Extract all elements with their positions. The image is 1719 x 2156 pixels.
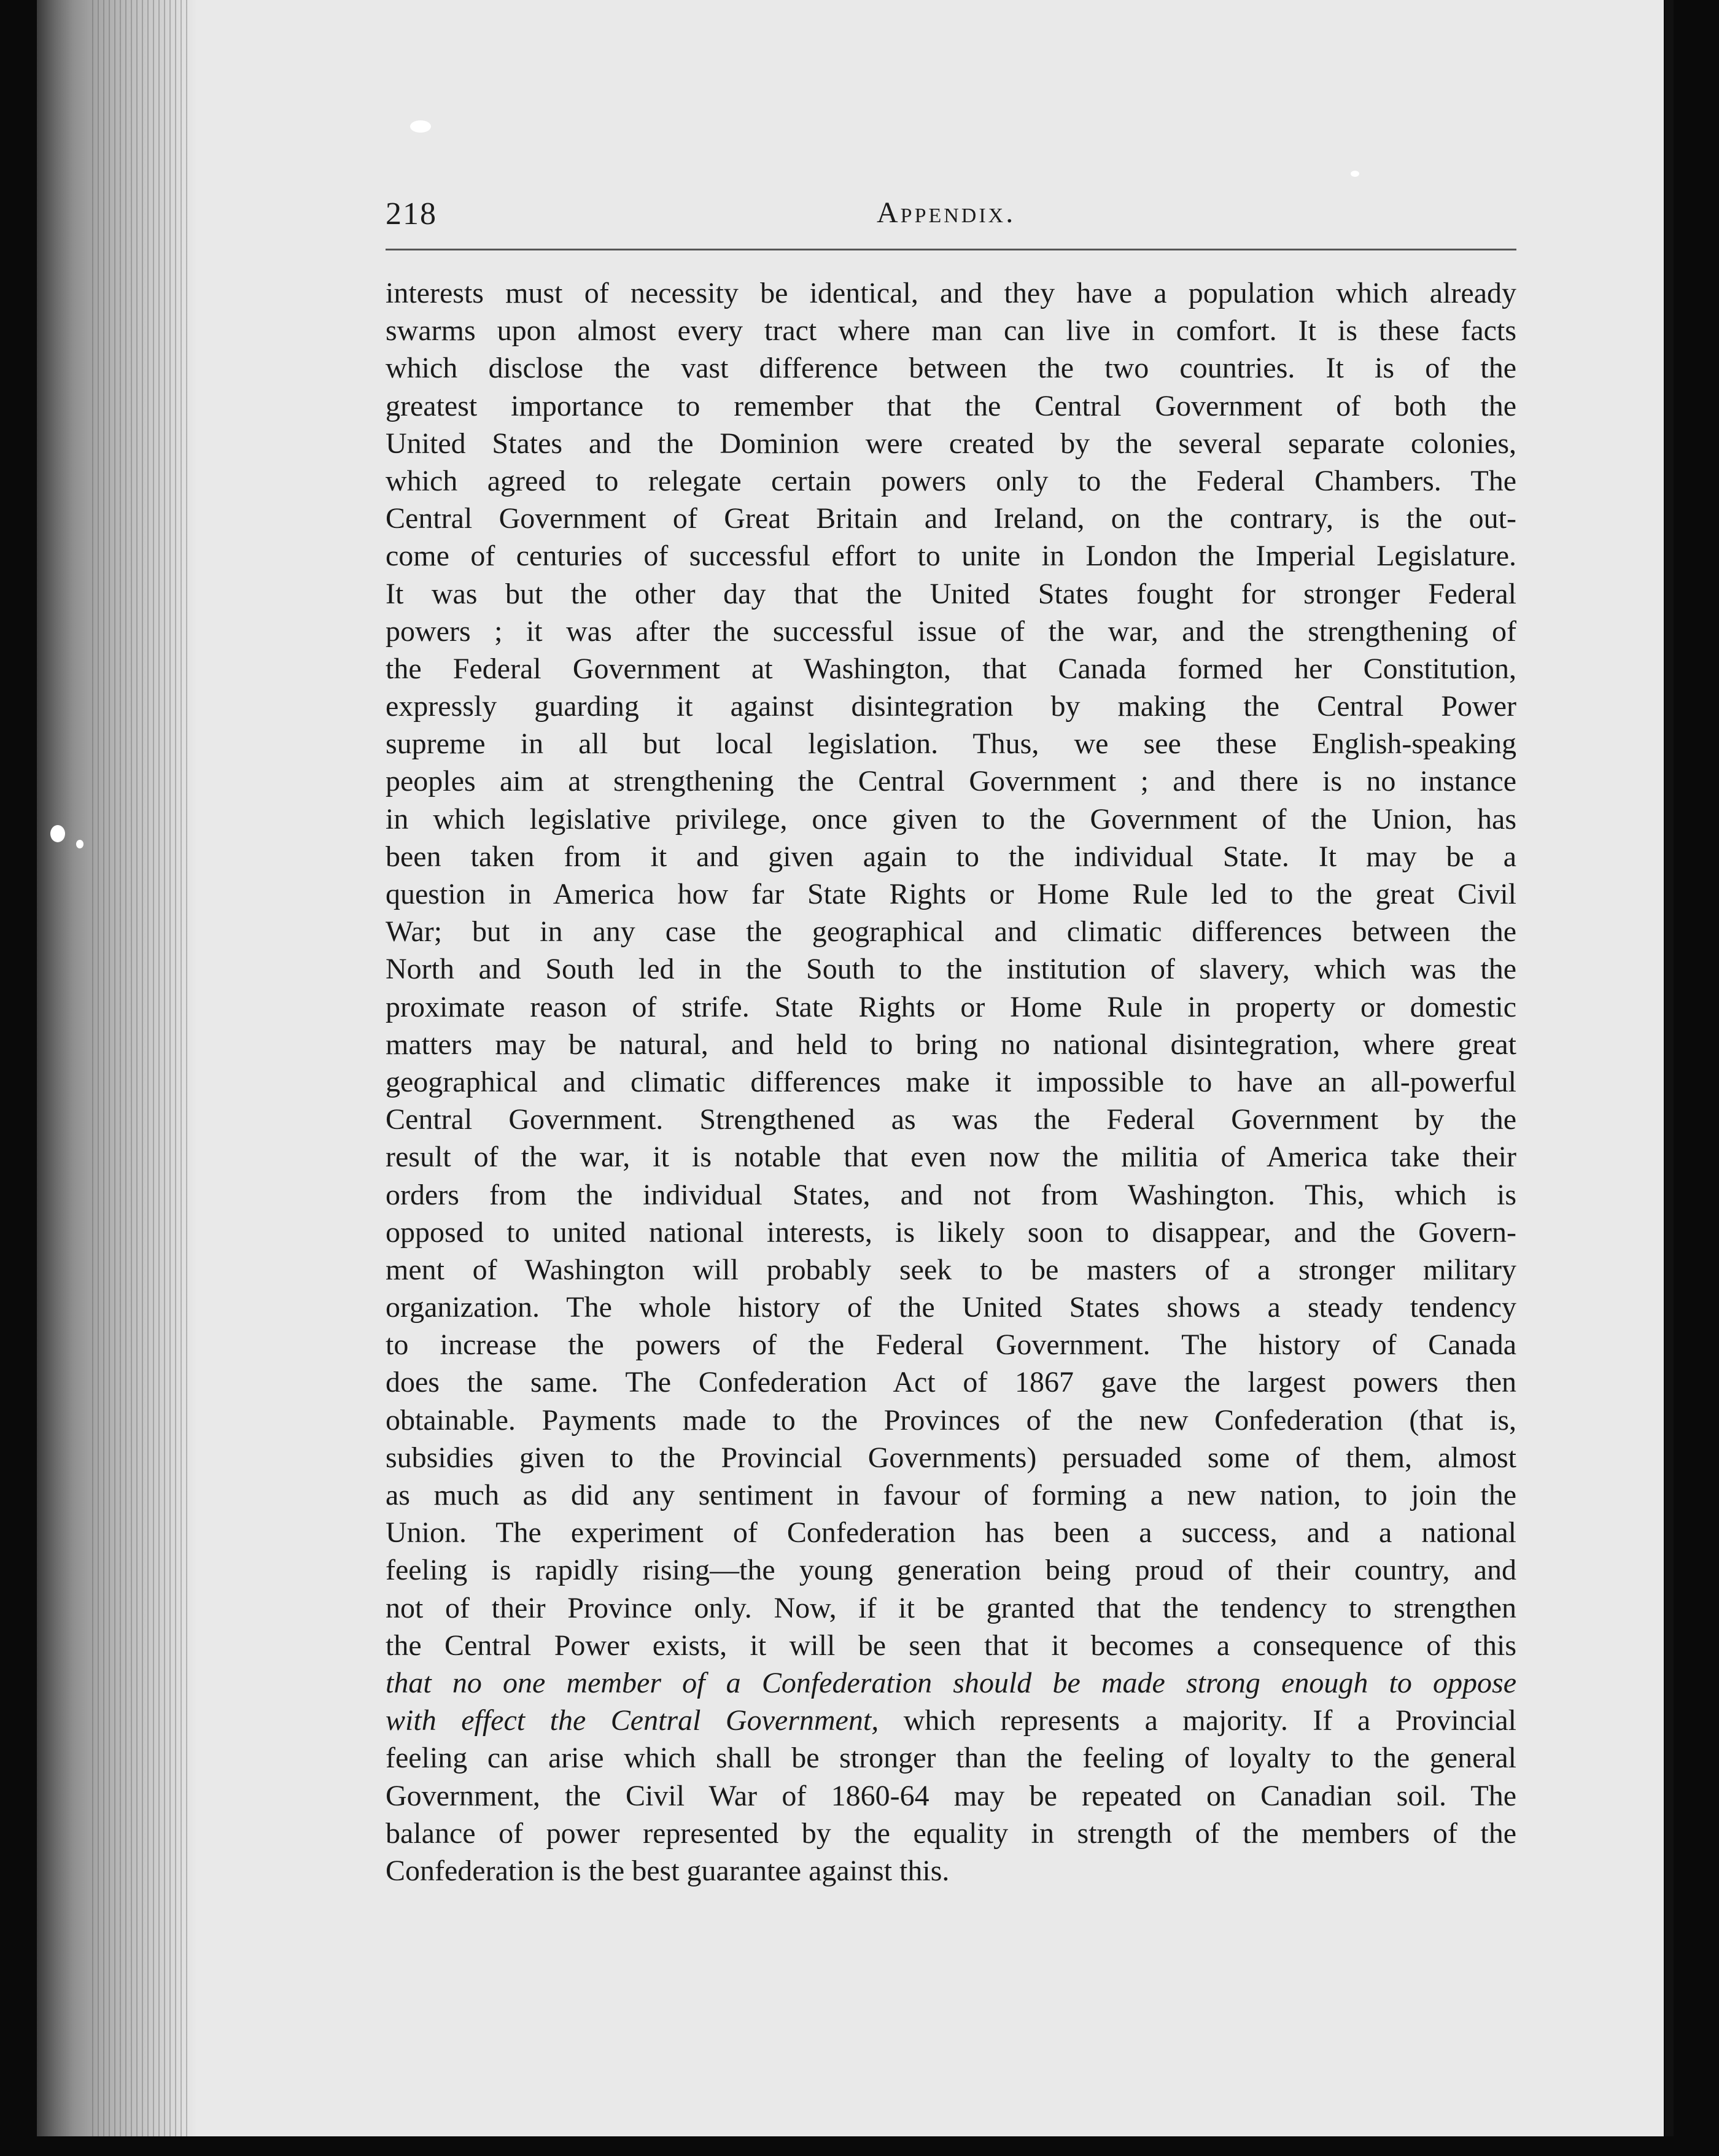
- text-line: interests must of necessity be identical, and they have a population which already: [386, 277, 1516, 309]
- dust-speck: [1351, 171, 1359, 177]
- text-line: Government, the Civil War of 1860-64 may be repeated on Canadian soil. The: [386, 1779, 1516, 1812]
- text-line: in which legislative privilege, once given to the Government of the Union, has: [386, 802, 1516, 836]
- text-line: supreme in all but local legislation. Thus, we see these English-speaking: [386, 727, 1516, 761]
- text-line: opposed to united national interests, is likely soon to disappear, and the Govern-: [386, 1216, 1516, 1249]
- text-line: Central Government. Strengthened as was the Federal Government by the: [386, 1103, 1516, 1136]
- text-line: It was but the other day that the United States fought for stronger Federal: [386, 577, 1516, 610]
- text-line: which disclose the vast difference between the two countries. It is of the: [386, 352, 1516, 385]
- text-line: as much as did any sentiment in favour of forming a new nation, to join the: [386, 1479, 1516, 1511]
- text-line: [386, 1664, 1516, 1702]
- text-line: question in America how far State Rights or Home Rule led to the great Civil: [386, 878, 1516, 910]
- text-line: come of centuries of successful effort to unite in London the Imperial Legislature.: [386, 540, 1516, 573]
- text-line: proximate reason of strife. State Rights or Home Rule in property or domestic: [386, 990, 1516, 1023]
- dust-speck: [410, 120, 431, 133]
- text-line: geographical and climatic differences make it impossible to have an all-powerful: [386, 1065, 1516, 1098]
- page-edge-lines: [92, 0, 190, 2136]
- text-line: War; but in any case the geographical and climatic differences between the: [386, 915, 1516, 948]
- scan-edge-bar: [1665, 0, 1674, 2136]
- page-number: 218: [386, 196, 437, 231]
- text-line: result of the war, it is notable that even now the militia of America take their: [386, 1141, 1516, 1174]
- text-line: which agreed to relegate certain powers only to the Federal Chambers. The: [386, 464, 1516, 497]
- text-line: the Central Power exists, it will be seen that it becomes a consequence of this: [386, 1629, 1516, 1662]
- text-line: matters may be natural, and held to bring no national disintegration, where great: [386, 1028, 1516, 1061]
- text-line: greatest importance to remember that the Central Government of both the: [386, 389, 1516, 422]
- text-line: United States and the Dominion were created by the several separate colonies,: [386, 427, 1516, 460]
- text-line: expressly guarding it against disintegration by making the Central Power: [386, 690, 1516, 723]
- text-line: to increase the powers of the Federal Government. The history of Canada: [386, 1328, 1516, 1362]
- text-line: feeling is rapidly rising—the young generation being proud of their country, and: [386, 1554, 1516, 1587]
- text-line: peoples aim at strengthening the Central Government ; and there is no instance: [386, 765, 1516, 798]
- text-line: does the same. The Confederation Act of 1867 gave the largest powers then: [386, 1366, 1516, 1399]
- running-head: Appendix.: [877, 196, 1016, 229]
- body-text: [386, 274, 1516, 1890]
- text-line: feeling can arise which shall be stronger than the feeling of loyalty to the general: [386, 1742, 1516, 1775]
- text-line: subsidies given to the Provincial Governments) persuaded some of them, almost: [386, 1441, 1516, 1474]
- text-line: the Federal Government at Washington, that Canada formed her Constitution,: [386, 652, 1516, 685]
- page-header: [386, 187, 1516, 246]
- text-line: not of their Province only. Now, if it be granted that the tendency to strengthen: [386, 1591, 1516, 1624]
- text-line: orders from the individual States, and not from Washington. This, which is: [386, 1178, 1516, 1211]
- text-line: balance of power represented by the equality in strength of the members of the: [386, 1817, 1516, 1850]
- header-rule: [386, 249, 1516, 250]
- text-line: ment of Washington will probably seek to be masters of a stronger military: [386, 1253, 1516, 1286]
- text-line: obtainable. Payments made to the Provinces of the new Confederation (that is,: [386, 1403, 1516, 1437]
- text-line: North and South led in the South to the institution of slavery, which was the: [386, 953, 1516, 986]
- text-line: swarms upon almost every tract where man can live in comfort. It is these facts: [386, 314, 1516, 347]
- text-line: powers ; it was after the successful issue of the war, and the strengthening of: [386, 615, 1516, 648]
- text-line: organization. The whole history of the United States shows a steady tendency: [386, 1291, 1516, 1324]
- text-line: Confederation is the best guarantee against this.: [386, 1854, 950, 1887]
- text-line: Union. The experiment of Confederation has been a success, and a national: [386, 1516, 1516, 1549]
- italic-text: that no one member of a Confederation should be made strong enough to oppose: [386, 1666, 1516, 1699]
- italic-text: with effect the Central Government,: [386, 1704, 879, 1737]
- text-line: [386, 1702, 1516, 1739]
- text-run: which represents a majority. If a Provincial: [879, 1704, 1516, 1737]
- dust-speck: [50, 825, 65, 842]
- text-line: been taken from it and given again to the individual State. It may be a: [386, 840, 1516, 873]
- dust-speck: [76, 840, 83, 848]
- text-line: Central Government of Great Britain and Ireland, on the contrary, is the out-: [386, 502, 1516, 535]
